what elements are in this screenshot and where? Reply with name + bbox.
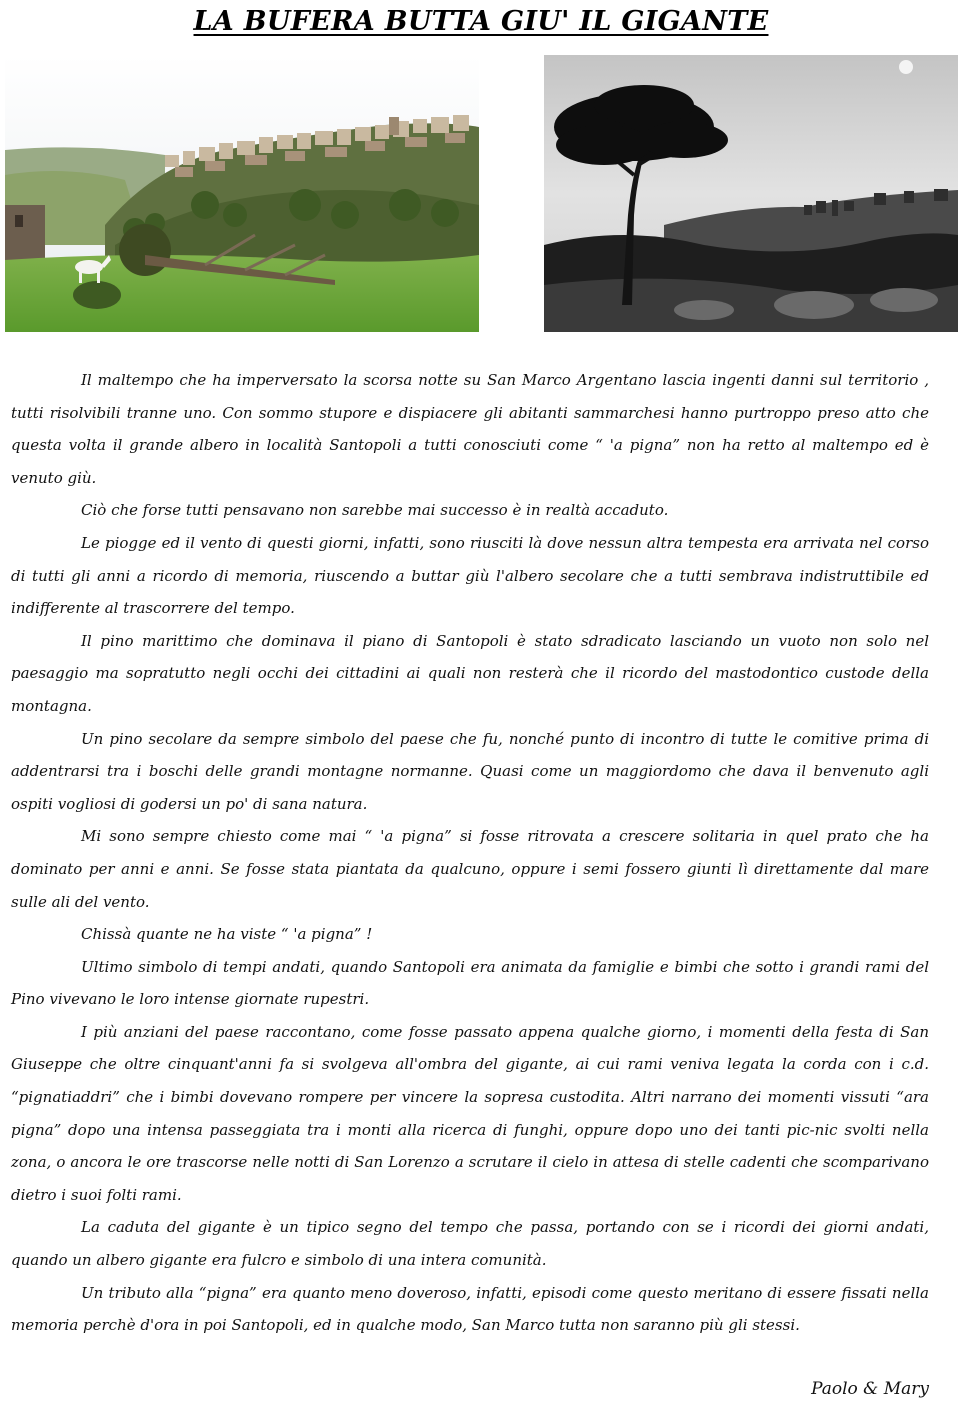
article-paragraph: Mi sono sempre chiesto come mai “ 'a pigna” si fosse ritrovata a crescere solitaria in quel prato che ha dominato per anni e anni. Se fosse stata piantata da qualcuno, oppure i semi fossero giunti lì direttamente dal mare sulle ali del vento. (11, 827, 929, 911)
article-paragraph: I più anziani del paese raccontano, come fosse passato appena qualche giorno, i momenti della festa di San Giuseppe che oltre cinquant'anni fa si svolgeva all'ombra del gigante, ai cui rami veniva legata la corda con i c.d. “pignatiaddri” che i bimbi dovevano rompere per vincere la sopresa custodita. Altri narrano dei momenti vissuti “ara pigna” dopo una intensa passeggiata tra i monti alla ricerca di funghi, oppure dopo uno dei tanti pic-nic svolti nella zona, o ancora le ore trascorse nelle notti di San Lorenzo a scrutare il cielo in attesa di stelle cadenti che scomparivano dietro i suoi folti rami. (11, 1022, 929, 1204)
author-signature: Paolo & Mary (811, 1379, 929, 1399)
article-paragraph: Ciò che forse tutti pensavano non sarebbe mai successo è in realtà accaduto. (81, 501, 669, 520)
article-paragraph: Un pino secolare da sempre simbolo del paese che fu, nonché punto di incontro di tutte le comitive prima di addentrarsi tra i boschi delle grandi montagne normanne. Quasi come un maggiordomo che dava il benvenuto agli ospiti vogliosi di godersi un po' di sana natura. (11, 729, 929, 813)
article-paragraph: Ultimo simbolo di tempi andati, quando Santopoli era animata da famiglie e bimbi che sotto i grandi rami del Pino vivevano le loro intense giornate rupestri. (11, 957, 929, 1009)
article-body (11, 364, 929, 1342)
article-paragraph: La caduta del gigante è un tipico segno del tempo che passa, portando con se i ricordi dei giorni andati, quando un albero gigante era fulcro e simbolo di una intera comunità. (11, 1218, 929, 1270)
article-title: LA BUFERA BUTTA GIU' IL GIGANTE (193, 6, 769, 37)
article-paragraph: Il pino marittimo che dominava il piano di Santopoli è stato sdradicato lasciando un vuoto non solo nel paesaggio ma sopratutto negli occhi dei cittadini ai quali non resterà che il ricordo del mastodontico custode della montagna. (11, 631, 929, 715)
article-paragraph: Il maltempo che ha imperversato la scorsa notte su San Marco Argentano lascia ingenti danni sul territorio , tutti risolvibili tranne uno. Con sommo stupore e dispiacere gli abitanti sammarchesi hanno purtroppo preso atto che questa volta il grande albero in località Santopoli a tutti conosciuti come “ 'a pigna” non ha retto al maltempo ed è venuto giù. (11, 371, 929, 487)
article-paragraph: Chissà quante ne ha viste “ 'a pigna” ! (81, 925, 373, 944)
article-paragraph: Le piogge ed il vento di questi giorni, infatti, sono riusciti là dove nessun altra tempesta era arrivata nel corso di tutti gli anni a ricordo di memoria, riuscendo a buttar giù l'albero secolare che a tutti sembrava indistruttibile ed indifferente al trascorrere del tempo. (11, 533, 929, 618)
fallen-tree-landscape-photo (5, 55, 479, 332)
black-white-pine-tree-photo (544, 55, 958, 332)
article-paragraph: Un tributo alla “pigna” era quanto meno doveroso, infatti, episodi come questo meritano di essere fissati nella memoria perchè d'ora in poi Santopoli, ed in qualche modo, San Marco tutta non saranno più gli stessi. (11, 1283, 929, 1335)
